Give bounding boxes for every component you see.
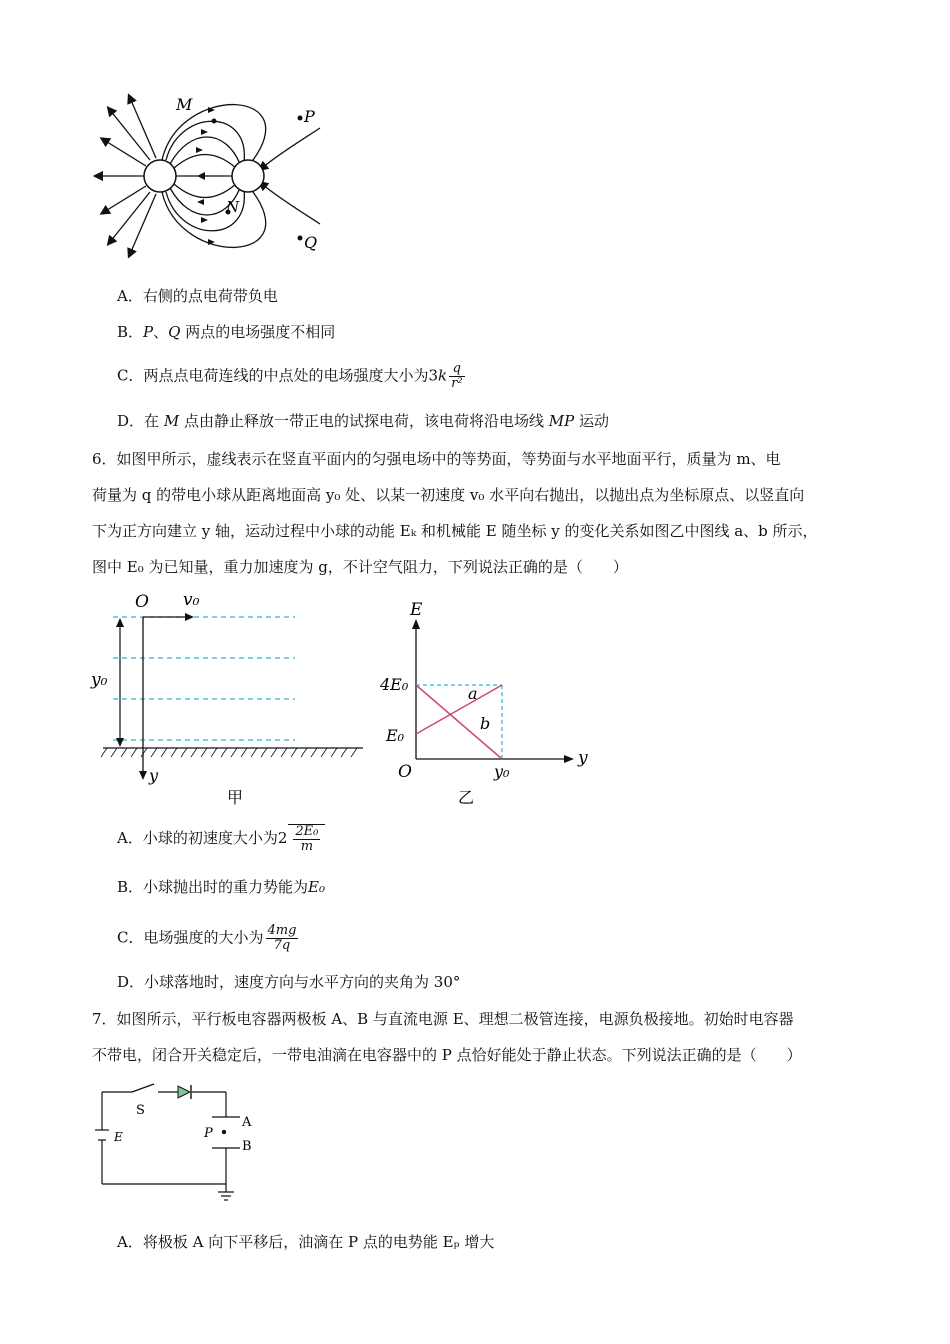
q5-option-c[interactable]: C．两点点电荷连线的中点处的电场强度大小为3k $\frac{q}{\text{r²}}$ — [117, 361, 463, 391]
jia-y: y — [149, 766, 159, 785]
circuit-p: P — [204, 1126, 213, 1141]
circuit-e: E — [114, 1130, 123, 1144]
jia-o: O — [135, 592, 149, 612]
q5-option-b[interactable]: B．P、Q 两点的电场强度不相同 — [117, 323, 336, 341]
figure-jia — [85, 585, 375, 810]
circuit-b: B — [242, 1139, 252, 1154]
yi-4e0: 4E₀ — [380, 675, 409, 694]
yi-y: y — [578, 748, 588, 768]
figure-yi — [378, 597, 598, 810]
yi-o: O — [398, 762, 412, 782]
yi-e0: E₀ — [386, 726, 405, 745]
yi-e: E — [410, 600, 423, 620]
yi-b: b — [480, 714, 491, 733]
label-p: P — [304, 107, 315, 126]
yi-caption: 乙 — [458, 788, 475, 807]
yi-a: a — [468, 684, 478, 703]
yi-y0: y₀ — [494, 762, 510, 781]
circuit-s: S — [136, 1103, 145, 1118]
field-lines-figure — [90, 88, 340, 258]
q7-option-a[interactable]: A．将极板 A 向下平移后，油滴在 P 点的电势能 Eₚ 增大 — [117, 1233, 495, 1251]
q6-option-c[interactable]: C．电场强度的大小为 $\frac{4mg}{7q}$ — [117, 923, 297, 953]
q5-option-d[interactable]: D．在 M 点由静止释放一带正电的试探电荷，该电荷将沿电场线 MP 运动 — [117, 412, 609, 430]
q6-stem-1: 6．如图甲所示，虚线表示在竖直平面内的匀强电场中的等势面，等势面与水平地面平行，质量为 m、电 — [92, 450, 781, 468]
q6-stem-2: 荷量为 q 的带电小球从距离地面高 y₀ 处、以某一初速度 v₀ 水平向右抛出，以抛出点为坐标原点、以竖直向 — [92, 486, 805, 504]
q6-option-d[interactable]: D．小球落地时，速度方向与水平方向的夹角为 30° — [117, 973, 461, 991]
q6-stem-4: 图中 E₀ 为已知量，重力加速度为 g，不计空气阻力，下列说法正确的是（ ） — [92, 558, 628, 576]
q6-option-a[interactable]: A．小球的初速度大小为2 $\frac{\text{2E₀}}{m}$ — [117, 824, 325, 854]
q5-option-a[interactable]: A．右侧的点电荷带负电 — [117, 287, 278, 305]
label-m: M — [176, 95, 193, 114]
q7-stem-1: 7．如图所示，平行板电容器两极板 A、B 与直流电源 E、理想二极管连接，电源负极接地。初始时电容器 — [92, 1010, 794, 1028]
jia-caption: 甲 — [227, 788, 244, 807]
label-n: N — [226, 198, 240, 216]
q6-stem-3: 下为正方向建立 y 轴，运动过程中小球的动能 Eₖ 和机械能 E 随坐标 y 的变化关系如图乙中图线 a、b 所示， — [92, 522, 818, 540]
circuit-figure — [92, 1080, 272, 1205]
q7-stem-2: 不带电，闭合开关稳定后，一带电油滴在电容器中的 P 点恰好能处于静止状态。下列说法正确的是（ ） — [92, 1046, 802, 1064]
q6-option-b[interactable]: B．小球抛出时的重力势能为E₀ — [117, 878, 326, 896]
jia-y0: y₀ — [91, 670, 108, 690]
jia-v0: v₀ — [183, 590, 200, 610]
label-q: Q — [304, 233, 318, 252]
circuit-a: A — [242, 1115, 252, 1130]
